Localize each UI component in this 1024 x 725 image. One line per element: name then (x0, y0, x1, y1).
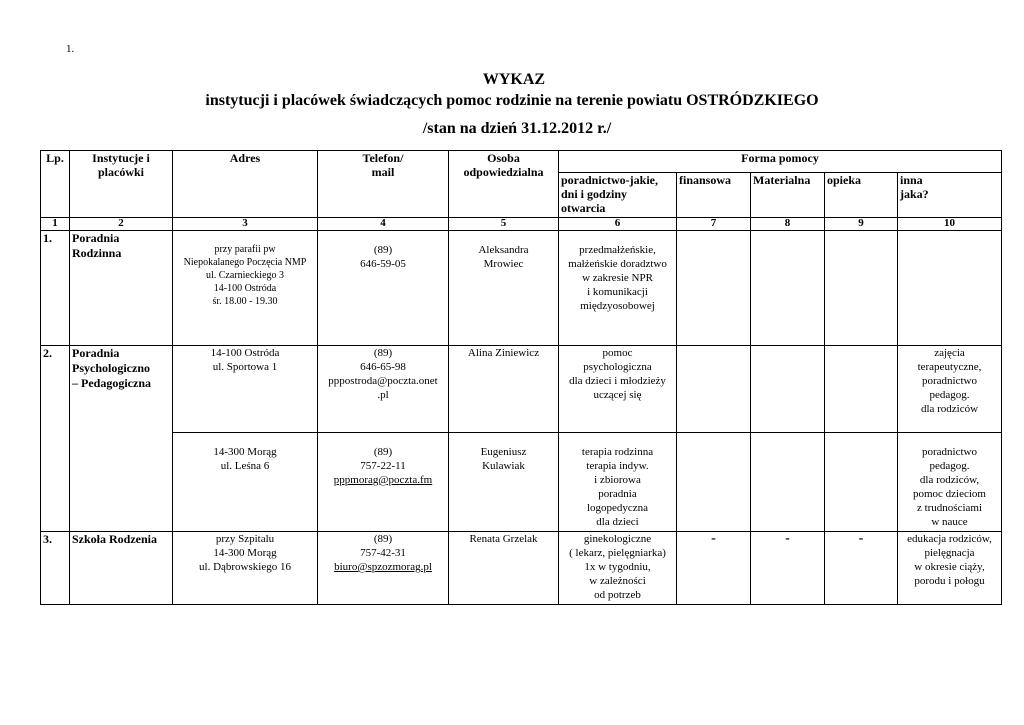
document-title: WYKAZ (482, 71, 546, 88)
header-care: opieka (825, 173, 898, 218)
material-cell (751, 433, 825, 532)
other-cell (898, 532, 1002, 605)
address-line: 14-300 Morąg (213, 446, 277, 458)
advisory-line: uczącej się (593, 389, 642, 401)
header-person-line: odpowiedzialna (463, 165, 544, 179)
other-line: w nauce (931, 516, 968, 528)
table-row (41, 346, 1002, 433)
address-line: przy Szpitalu (215, 533, 275, 545)
email-link[interactable]: biuro@spzozmorag.pl (334, 561, 432, 573)
financial-cell: - (677, 532, 751, 605)
header-phone-line: Telefon/ (362, 151, 404, 165)
other-line: zajęcia (934, 347, 965, 359)
address-line: ul. Czarnieckiego 3 (205, 270, 285, 281)
advisory-line: 1x w tygodniu, (584, 561, 651, 573)
header-advisory-line: otwarcia (561, 201, 606, 215)
advisory-line: w zakresie NPR (582, 272, 653, 284)
other-line: pomoc dzieciom (912, 488, 986, 500)
other-cell (898, 231, 1002, 346)
advisory-line: i komunikacji (587, 286, 648, 298)
email-line: .pl (377, 389, 389, 401)
person-line: Eugeniusz (480, 446, 527, 458)
phone-line: (89) (373, 244, 393, 256)
advisory-line: poradnia (598, 488, 637, 500)
institution-name (70, 231, 173, 346)
column-number: 1 (41, 218, 70, 231)
column-number: 6 (559, 218, 677, 231)
advisory-line: ginekologiczne (583, 533, 652, 545)
column-number: 3 (173, 218, 318, 231)
advisory-cell (559, 433, 677, 532)
header-other (898, 173, 1002, 218)
care-cell (825, 433, 898, 532)
advisory-line: ( lekarz, pielęgniarka) (569, 547, 666, 559)
phone-line: 646-65-98 (360, 361, 406, 373)
table-row (41, 532, 1002, 605)
row-lp: 2. (41, 346, 70, 532)
column-number: 5 (449, 218, 559, 231)
header-row (41, 151, 1002, 173)
other-line: pedagog. (929, 389, 970, 401)
document-subtitle: instytucji i placówek świadczących pomoc rodzinie na terenie powiatu OSTRÓDZKIEGO (205, 92, 819, 109)
other-line: pedagog. (929, 460, 970, 472)
material-cell (751, 231, 825, 346)
address-line: ul. Dąbrowskiego 16 (199, 561, 291, 573)
column-number: 8 (751, 218, 825, 231)
advisory-line: pomoc (602, 347, 633, 359)
financial-cell (677, 231, 751, 346)
other-line: pielęgnacja (924, 547, 975, 559)
person-cell: Alina Ziniewicz (449, 346, 559, 433)
advisory-cell (559, 532, 677, 605)
address-line: ul. Leśna 6 (220, 460, 270, 472)
other-line: poradnictwo (922, 446, 977, 458)
address-cell (173, 433, 318, 532)
header-other-line: inna (900, 173, 923, 187)
phone-line: (89) (373, 533, 393, 545)
financial-cell (677, 346, 751, 433)
header-person-line: Osoba (487, 151, 520, 165)
table-row (41, 433, 1002, 532)
care-cell (825, 346, 898, 433)
header-person (449, 151, 559, 218)
advisory-cell (559, 231, 677, 346)
care-cell (825, 231, 898, 346)
person-cell: Renata Grzelak (449, 532, 559, 605)
advisory-line: od potrzeb (594, 589, 641, 601)
header-phone (318, 151, 449, 218)
phone-cell (318, 346, 449, 433)
material-cell (751, 346, 825, 433)
header-other-line: jaka? (900, 187, 929, 201)
table-row (41, 231, 1002, 346)
address-line: 14-100 Ostróda (213, 283, 277, 294)
advisory-cell (559, 346, 677, 433)
header-advisory-line: poradnictwo-jakie, (561, 173, 658, 187)
header-advisory (559, 173, 677, 218)
other-line: edukacja rodziców, (907, 533, 992, 545)
address-cell (173, 231, 318, 346)
address-cell (173, 346, 318, 433)
column-number: 7 (677, 218, 751, 231)
care-cell: - (825, 532, 898, 605)
advisory-line: logopedyczna (586, 502, 649, 514)
column-number: 9 (825, 218, 898, 231)
address-line: przy parafii pw (214, 244, 276, 255)
advisory-line: międzyosobowej (580, 300, 655, 312)
phone-line: 757-22-11 (360, 460, 406, 472)
header-financial: finansowa (677, 173, 751, 218)
institution-name-line: Poradnia (72, 346, 120, 360)
page-number: 1. (66, 43, 75, 55)
header-institution (70, 151, 173, 218)
other-line: poradnictwo (922, 375, 977, 387)
column-number: 2 (70, 218, 173, 231)
header-lp: Lp. (41, 151, 70, 218)
institution-name-line: Psychologiczno (72, 361, 150, 375)
advisory-line: przedmałżeńskie, (579, 244, 656, 256)
person-line: Aleksandra (478, 244, 529, 256)
person-line: Mrowiec (483, 258, 524, 270)
address-line: Niepokalanego Poczęcia NMP (183, 257, 307, 268)
other-cell (898, 346, 1002, 433)
institutions-table (40, 150, 1002, 605)
advisory-line: dla dzieci (596, 516, 639, 528)
row-lp: 3. (41, 532, 70, 605)
address-cell (173, 532, 318, 605)
phone-cell (318, 231, 449, 346)
document-date: /stan na dzień 31.12.2012 r./ (422, 120, 612, 137)
phone-cell (318, 433, 449, 532)
advisory-line: terapia indyw. (586, 460, 649, 472)
address-line: śr. 18.00 - 19.30 (212, 296, 278, 307)
address-line: 14-300 Morąg (213, 547, 277, 559)
phone-cell (318, 532, 449, 605)
address-line: ul. Sportowa 1 (212, 361, 278, 373)
other-cell (898, 433, 1002, 532)
header-phone-line: mail (371, 165, 395, 179)
header-advisory-line: dni i godziny (561, 187, 628, 201)
person-cell (449, 433, 559, 532)
header-institution-line: Instytucje i (92, 151, 150, 165)
material-cell: - (751, 532, 825, 605)
other-line: dla rodziców (920, 403, 979, 415)
financial-cell (677, 433, 751, 532)
institution-name-line: – Pedagogiczna (72, 376, 151, 390)
address-line: 14-100 Ostróda (210, 347, 280, 359)
email-line: pppostroda@poczta.onet (328, 375, 438, 387)
other-line: dla rodziców, (919, 474, 980, 486)
other-line: w okresie ciąży, (914, 561, 985, 573)
phone-line: 757-42-31 (360, 547, 406, 559)
advisory-line: małżeńskie doradztwo (568, 258, 667, 270)
person-line: Kulawiak (482, 460, 525, 472)
phone-line: (89) (373, 347, 393, 359)
phone-line: (89) (373, 446, 393, 458)
email-link[interactable]: pppmorag@poczta.fm (333, 474, 433, 486)
phone-line: 646-59-05 (360, 258, 406, 270)
header-address: Adres (173, 151, 318, 218)
other-line: z trudnościami (916, 502, 983, 514)
row-lp: 1. (41, 231, 70, 346)
person-cell (449, 231, 559, 346)
institution-name: Szkoła Rodzenia (70, 532, 173, 605)
header-institution-line: placówki (97, 165, 144, 179)
advisory-line: w zależności (589, 575, 646, 587)
institution-name-line: Poradnia (72, 231, 120, 245)
advisory-line: psychologiczna (583, 361, 652, 373)
column-number: 10 (898, 218, 1002, 231)
institution-name (70, 346, 173, 532)
other-line: porodu i połogu (914, 575, 985, 587)
column-number: 4 (318, 218, 449, 231)
header-forma-pomocy: Forma pomocy (559, 151, 1002, 173)
header-material: Materialna (751, 173, 825, 218)
column-number-row (41, 218, 1002, 231)
advisory-line: terapia rodzinna (581, 446, 654, 458)
other-line: terapeutyczne, (917, 361, 982, 373)
institution-name-line: Rodzinna (72, 246, 122, 260)
advisory-line: dla dzieci i młodzieży (569, 375, 666, 387)
advisory-line: i zbiorowa (594, 474, 641, 486)
